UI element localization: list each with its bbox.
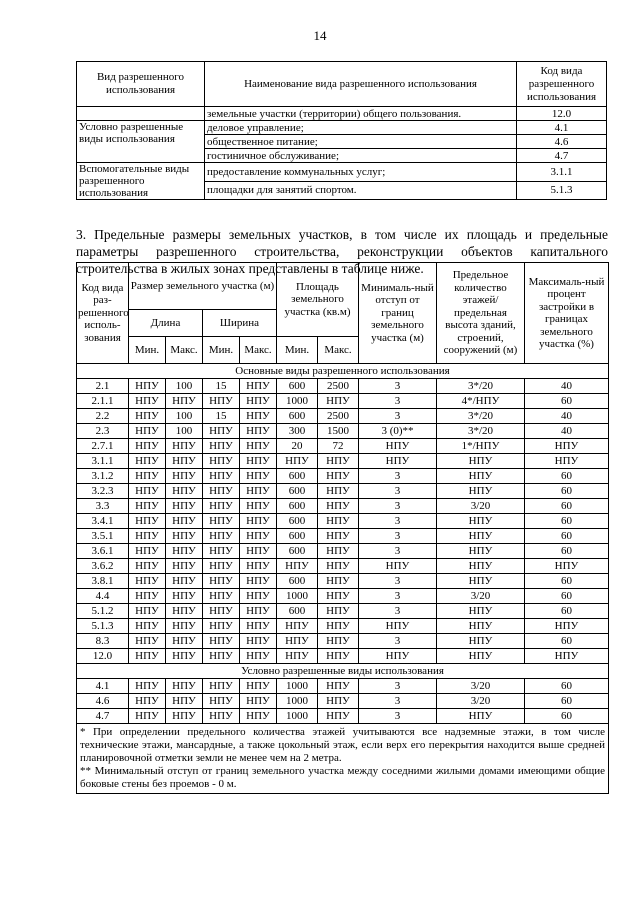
cell-code: 3.1.1 [77,454,129,469]
use-name-cell: земельные участки (территории) общего пользования. [205,107,517,121]
cell-coverage: 60 [525,544,609,559]
use-code-cell: 12.0 [517,107,607,121]
cell-code: 8.3 [77,634,129,649]
cell-setback: НПУ [359,454,437,469]
cell-length-max: НПУ [166,514,203,529]
header-width: Ширина [203,310,277,337]
cell-area-min: 20 [277,439,318,454]
header-setback: Минималь-ный отступ от границ земельного участка (м) [359,263,437,364]
cell-width-max: НПУ [240,604,277,619]
cell-area-min: 1000 [277,679,318,694]
cell-width-max: НПУ [240,694,277,709]
table-row [77,649,609,664]
cell-width-max: НПУ [240,544,277,559]
header-length: Длина [129,310,203,337]
header-plot-size: Размер земельного участка (м) [129,263,277,310]
cell-area-max: НПУ [318,499,359,514]
cell-length-max: НПУ [166,544,203,559]
use-name-cell: предоставление коммунальных услуг; [205,163,517,182]
table-row [77,469,609,484]
cell-code: 3.2.3 [77,484,129,499]
cell-width-min: НПУ [203,544,240,559]
cell-area-max: НПУ [318,574,359,589]
cell-length-max: НПУ [166,499,203,514]
cell-length-max: НПУ [166,694,203,709]
cell-coverage: 60 [525,604,609,619]
cell-width-max: НПУ [240,634,277,649]
cell-width-max: НПУ [240,439,277,454]
cell-width-min: НПУ [203,394,240,409]
cell-width-min: НПУ [203,589,240,604]
cell-floors: НПУ [437,469,525,484]
table-row [77,107,607,121]
cell-width-max: НПУ [240,424,277,439]
table-row [77,694,609,709]
section-label-conditional: Условно разрешенные виды использования [77,664,609,679]
cell-code: 3.8.1 [77,574,129,589]
cell-area-max: НПУ [318,604,359,619]
cell-area-min: 600 [277,379,318,394]
cell-length-max: НПУ [166,529,203,544]
cell-code: 3.6.2 [77,559,129,574]
cell-coverage: 60 [525,694,609,709]
cell-area-min: НПУ [277,634,318,649]
note-floors: * При определении предельного количества этажей учитываются все надземные этажи, в том числе технические этажи, мансардные, а также цокольный этаж, если верх его перекрытия находится выше средней планировочной отметки земли не менее чем на 2 метра. [80,726,605,764]
cell-area-max: 2500 [318,409,359,424]
cell-coverage: 60 [525,484,609,499]
header-use-code: Код вида разрешенного использования [517,62,607,107]
permitted-use-table [76,61,607,200]
cell-floors: НПУ [437,529,525,544]
cell-area-min: НПУ [277,619,318,634]
cell-floors: НПУ [437,574,525,589]
cell-floors: НПУ [437,544,525,559]
cell-width-max: НПУ [240,649,277,664]
cell-floors: 3/20 [437,589,525,604]
cell-length-max: НПУ [166,649,203,664]
cell-width-max: НПУ [240,709,277,724]
cell-width-max: НПУ [240,499,277,514]
cell-setback: 3 [359,604,437,619]
header-length-min: Мин. [129,337,166,364]
cell-width-max: НПУ [240,514,277,529]
cell-length-max: НПУ [166,559,203,574]
cell-width-min: НПУ [203,709,240,724]
cell-area-max: НПУ [318,514,359,529]
cell-area-min: 1000 [277,709,318,724]
cell-area-min: 600 [277,469,318,484]
use-code-cell: 4.6 [517,135,607,149]
cell-width-min: НПУ [203,634,240,649]
cell-coverage: НПУ [525,559,609,574]
cell-length-min: НПУ [129,589,166,604]
cell-length-max: НПУ [166,439,203,454]
cell-width-min: НПУ [203,619,240,634]
cell-area-max: НПУ [318,589,359,604]
cell-setback: НПУ [359,649,437,664]
cell-setback: 3 [359,379,437,394]
table-row [77,514,609,529]
cell-length-max: НПУ [166,454,203,469]
cell-setback: 3 (0)** [359,424,437,439]
cell-length-min: НПУ [129,634,166,649]
table-row [77,574,609,589]
cell-area-max: НПУ [318,529,359,544]
cell-coverage: 60 [525,679,609,694]
cell-area-min: НПУ [277,559,318,574]
cell-setback: 3 [359,499,437,514]
cell-code: 3.1.2 [77,469,129,484]
cell-length-max: НПУ [166,709,203,724]
cell-width-max: НПУ [240,679,277,694]
cell-setback: 3 [359,589,437,604]
cell-area-max: НПУ [318,454,359,469]
cell-length-min: НПУ [129,679,166,694]
cell-setback: 3 [359,409,437,424]
cell-length-min: НПУ [129,529,166,544]
cell-length-max: НПУ [166,394,203,409]
cell-area-min: 300 [277,424,318,439]
cell-setback: 3 [359,694,437,709]
cell-floors: НПУ [437,454,525,469]
table-row [77,424,609,439]
cell-coverage: 60 [525,394,609,409]
cell-length-min: НПУ [129,469,166,484]
cell-code: 2.1 [77,379,129,394]
cell-area-min: 600 [277,484,318,499]
cell-length-max: 100 [166,409,203,424]
cell-code: 4.1 [77,679,129,694]
cell-area-max: НПУ [318,394,359,409]
cell-width-min: НПУ [203,439,240,454]
table-row [77,544,609,559]
table-row [77,679,609,694]
cell-coverage: 60 [525,709,609,724]
table-row [77,454,609,469]
cell-area-max: НПУ [318,619,359,634]
cell-coverage: 60 [525,634,609,649]
use-name-cell: площадки для занятий спортом. [205,181,517,200]
cell-setback: 3 [359,529,437,544]
cell-area-max: НПУ [318,484,359,499]
cell-floors: 3/20 [437,499,525,514]
cell-area-min: 600 [277,409,318,424]
use-type-cell [77,107,205,121]
cell-width-min: НПУ [203,454,240,469]
cell-code: 5.1.3 [77,619,129,634]
cell-area-min: НПУ [277,454,318,469]
cell-length-min: НПУ [129,619,166,634]
use-type-cell: Условно разрешенные виды использования [77,121,205,163]
cell-coverage: 60 [525,499,609,514]
cell-coverage: НПУ [525,454,609,469]
table-row [77,604,609,619]
cell-setback: 3 [359,574,437,589]
cell-width-min: НПУ [203,514,240,529]
cell-length-min: НПУ [129,409,166,424]
cell-setback: 3 [359,514,437,529]
cell-area-max: 1500 [318,424,359,439]
cell-coverage: 60 [525,514,609,529]
table-row [77,499,609,514]
cell-setback: 3 [359,709,437,724]
cell-width-min: НПУ [203,529,240,544]
cell-area-max: НПУ [318,694,359,709]
cell-area-min: 600 [277,499,318,514]
cell-code: 3.4.1 [77,514,129,529]
cell-area-max: НПУ [318,559,359,574]
cell-floors: 3/20 [437,694,525,709]
cell-width-min: НПУ [203,499,240,514]
header-width-max: Макс. [240,337,277,364]
cell-setback: 3 [359,634,437,649]
cell-floors: НПУ [437,709,525,724]
cell-coverage: НПУ [525,649,609,664]
cell-area-max: 72 [318,439,359,454]
cell-area-min: 1000 [277,394,318,409]
header-use-type: Вид разрешенного использования [77,62,205,107]
table-row [77,439,609,454]
cell-length-min: НПУ [129,649,166,664]
cell-area-min: 600 [277,574,318,589]
cell-area-min: 600 [277,544,318,559]
cell-coverage: 40 [525,379,609,394]
cell-length-min: НПУ [129,484,166,499]
header-floors: Предельное количество этажей/ предельная высота зданий, строений, сооружений (м) [437,263,525,364]
cell-floors: 3*/20 [437,424,525,439]
table-row [77,484,609,499]
cell-code: 4.6 [77,694,129,709]
cell-code: 2.2 [77,409,129,424]
use-code-cell: 5.1.3 [517,181,607,200]
cell-length-max: НПУ [166,469,203,484]
cell-length-min: НПУ [129,604,166,619]
cell-width-min: НПУ [203,469,240,484]
cell-floors: 3*/20 [437,409,525,424]
cell-area-min: 1000 [277,589,318,604]
cell-coverage: 60 [525,574,609,589]
cell-length-max: НПУ [166,589,203,604]
notes-row [77,724,609,794]
cell-setback: 3 [359,394,437,409]
table-row [77,163,607,182]
cell-floors: НПУ [437,604,525,619]
cell-area-min: 600 [277,529,318,544]
table-row [77,121,607,135]
cell-width-min: НПУ [203,679,240,694]
cell-code: 5.1.2 [77,604,129,619]
table-row [77,529,609,544]
cell-length-min: НПУ [129,439,166,454]
cell-width-min: НПУ [203,649,240,664]
table-row [77,709,609,724]
cell-area-max: НПУ [318,679,359,694]
cell-length-min: НПУ [129,694,166,709]
cell-floors: НПУ [437,619,525,634]
cell-length-max: НПУ [166,619,203,634]
cell-width-max: НПУ [240,589,277,604]
cell-setback: 3 [359,484,437,499]
table-row [77,619,609,634]
cell-width-max: НПУ [240,379,277,394]
cell-area-min: 1000 [277,694,318,709]
cell-setback: 3 [359,469,437,484]
cell-code: 12.0 [77,649,129,664]
header-area-min: Мин. [277,337,318,364]
use-name-cell: деловое управление; [205,121,517,135]
cell-area-max: НПУ [318,649,359,664]
cell-code: 3.3 [77,499,129,514]
cell-code: 4.4 [77,589,129,604]
cell-length-min: НПУ [129,394,166,409]
page-number: 14 [313,28,327,43]
cell-width-min: НПУ [203,574,240,589]
cell-coverage: 60 [525,529,609,544]
cell-coverage: НПУ [525,439,609,454]
cell-area-max: НПУ [318,709,359,724]
header-area: Площадь земельного участка (кв.м) [277,263,359,337]
cell-width-min: НПУ [203,424,240,439]
cell-floors: НПУ [437,649,525,664]
notes-cell [77,724,609,794]
cell-coverage: 60 [525,589,609,604]
cell-setback: НПУ [359,559,437,574]
cell-floors: 1*/НПУ [437,439,525,454]
use-code-cell: 3.1.1 [517,163,607,182]
cell-length-min: НПУ [129,424,166,439]
cell-setback: НПУ [359,619,437,634]
cell-length-min: НПУ [129,514,166,529]
cell-length-min: НПУ [129,454,166,469]
header-code: Код вида раз-решенного исполь-зования [77,263,129,364]
cell-length-min: НПУ [129,709,166,724]
table-row [77,409,609,424]
cell-width-max: НПУ [240,529,277,544]
section-row-conditional [77,664,609,679]
cell-width-max: НПУ [240,484,277,499]
cell-setback: 3 [359,544,437,559]
section-row-main [77,364,609,379]
cell-code: 2.3 [77,424,129,439]
cell-code: 3.6.1 [77,544,129,559]
cell-length-min: НПУ [129,574,166,589]
note-setback: ** Минимальный отступ от границ земельного участка между соседними жилыми домами имеющими общие боковые стены без проемов - 0 м. [80,765,605,790]
header-width-min: Мин. [203,337,240,364]
cell-coverage: 40 [525,409,609,424]
table-row [77,634,609,649]
cell-length-max: НПУ [166,634,203,649]
use-code-cell: 4.7 [517,149,607,163]
cell-length-max: 100 [166,379,203,394]
cell-width-max: НПУ [240,409,277,424]
table-row [77,379,609,394]
cell-width-min: НПУ [203,604,240,619]
cell-width-min: НПУ [203,694,240,709]
cell-area-max: 2500 [318,379,359,394]
cell-width-max: НПУ [240,394,277,409]
use-name-cell: гостиничное обслуживание; [205,149,517,163]
use-type-cell: Вспомогательные виды разрешенного использования [77,163,205,200]
section-label-main: Основные виды разрешенного использования [77,364,609,379]
cell-width-max: НПУ [240,559,277,574]
header-length-max: Макс. [166,337,203,364]
use-code-cell: 4.1 [517,121,607,135]
cell-width-min: 15 [203,409,240,424]
cell-floors: НПУ [437,559,525,574]
cell-width-max: НПУ [240,619,277,634]
header-area-max: Макс. [318,337,359,364]
cell-area-min: 600 [277,604,318,619]
cell-code: 3.5.1 [77,529,129,544]
cell-length-max: 100 [166,424,203,439]
table-row [77,589,609,604]
cell-floors: НПУ [437,634,525,649]
cell-floors: 3/20 [437,679,525,694]
cell-width-max: НПУ [240,454,277,469]
cell-width-max: НПУ [240,574,277,589]
header-coverage: Максималь-ный процент застройки в границах земельного участка (%) [525,263,609,364]
use-name-cell: общественное питание; [205,135,517,149]
cell-length-max: НПУ [166,604,203,619]
cell-length-min: НПУ [129,379,166,394]
cell-area-min: НПУ [277,649,318,664]
parameters-table [76,262,609,794]
cell-coverage: НПУ [525,619,609,634]
cell-length-max: НПУ [166,679,203,694]
cell-setback: НПУ [359,439,437,454]
cell-length-min: НПУ [129,544,166,559]
cell-floors: 3*/20 [437,379,525,394]
cell-setback: 3 [359,679,437,694]
cell-area-max: НПУ [318,469,359,484]
cell-length-max: НПУ [166,484,203,499]
table-row [77,394,609,409]
cell-coverage: 40 [525,424,609,439]
cell-area-max: НПУ [318,544,359,559]
cell-floors: НПУ [437,484,525,499]
cell-width-min: НПУ [203,559,240,574]
header-use-name: Наименование вида разрешенного использования [205,62,517,107]
section-3-paragraph: 3. Предельные размеры земельных участков, в том числе их площадь и предельные параметры разрешенного строительства, реконструкции объектов капитального строительства в жилых зонах представлены в таблице ниже. [76,226,608,276]
cell-coverage: 60 [525,469,609,484]
cell-code: 2.1.1 [77,394,129,409]
table-row [77,559,609,574]
cell-length-max: НПУ [166,574,203,589]
cell-length-min: НПУ [129,499,166,514]
cell-floors: 4*/НПУ [437,394,525,409]
cell-floors: НПУ [437,514,525,529]
cell-width-max: НПУ [240,469,277,484]
cell-code: 4.7 [77,709,129,724]
cell-code: 2.7.1 [77,439,129,454]
cell-length-min: НПУ [129,559,166,574]
cell-width-min: НПУ [203,484,240,499]
cell-width-min: 15 [203,379,240,394]
cell-area-min: 600 [277,514,318,529]
cell-area-max: НПУ [318,634,359,649]
